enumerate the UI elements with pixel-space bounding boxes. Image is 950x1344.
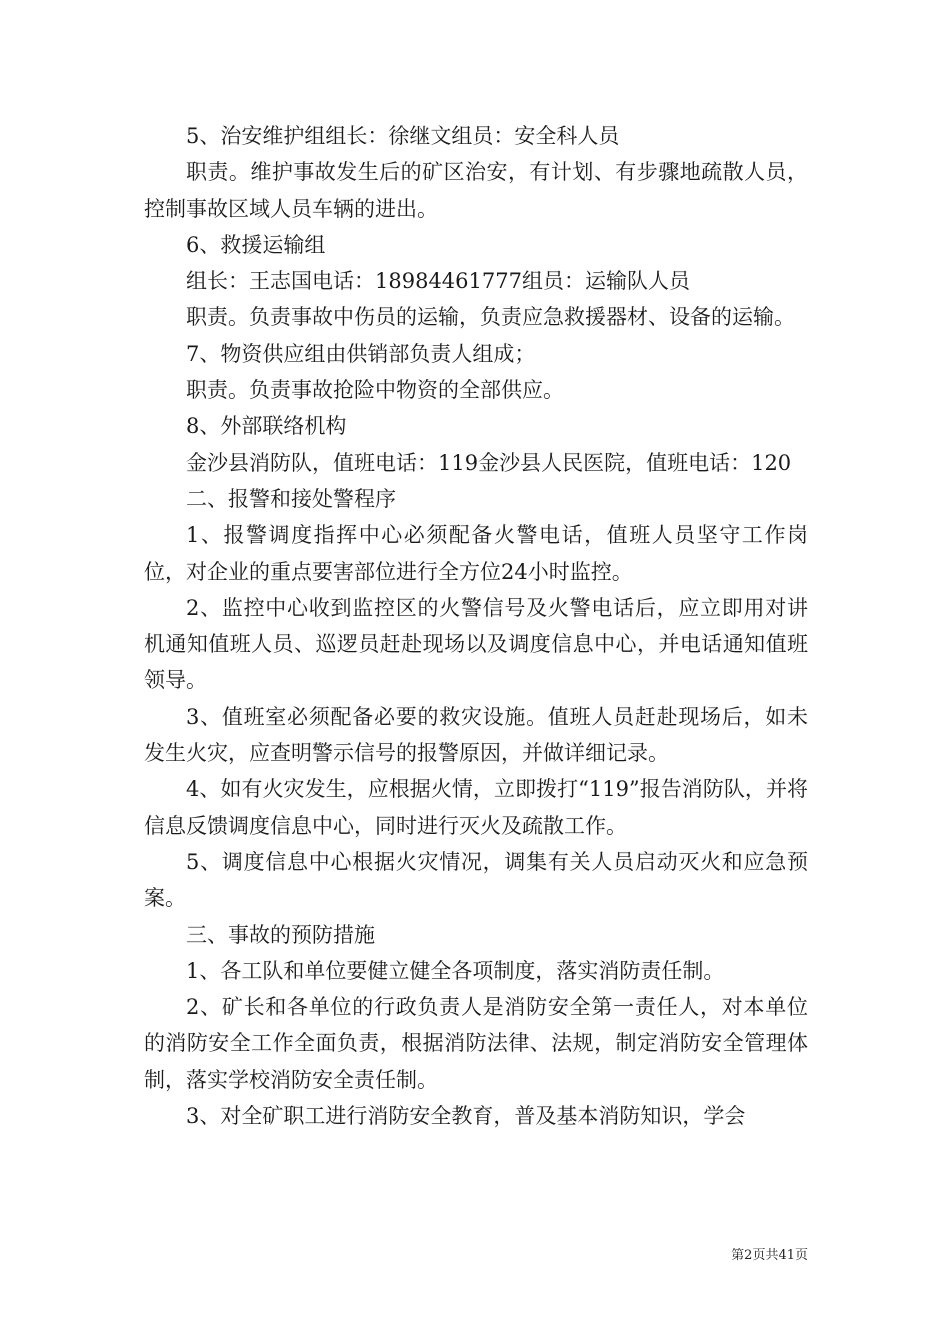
paragraph: 职责。维护事故发生后的矿区治安，有计划、有步骤地疏散人员，控制事故区域人员车辆的进出。 [144, 160, 808, 221]
section-heading: 三、事故的预防措施 [186, 922, 375, 947]
paragraph: 3、值班室必须配备必要的救灾设施。值班人员赶赴现场后，如未发生火灾，应查明警示信号的报警原因，并做详细记录。 [144, 704, 808, 766]
paragraph: 1、各工队和单位要健立健全各项制度，落实消防责任制。 [186, 958, 725, 983]
paragraph: 1、报警调度指挥中心必须配备火警电话，值班人员坚守工作岗位，对企业的重点要害部位进行全方位24小时监控。 [144, 523, 808, 584]
paragraph: 组长：王志国电话：18984461777组员：运输队人员 [186, 269, 690, 294]
paragraph: 4、如有火灾发生，应根据火情，立即拨打“119”报告消防队，并将信息反馈调度信息中心，同时进行灭火及疏散工作。 [144, 777, 808, 838]
paragraph: 2、监控中心收到监控区的火警信号及火警电话后，应立即用对讲机通知值班人员、巡逻员赶赴现场以及调度信息中心，并电话通知值班领导。 [144, 595, 808, 693]
paragraph: 职责。负责事故抢险中物资的全部供应。 [186, 378, 564, 403]
section-heading: 二、报警和接处警程序 [186, 486, 396, 511]
paragraph: 7、物资供应组由供销部负责人组成； [186, 341, 536, 366]
paragraph: 8、外部联络机构 [186, 414, 347, 439]
paragraph: 2、矿长和各单位的行政负责人是消防安全第一责任人，对本单位的消防安全工作全面负责，根据消防法律、法规，制定消防安全管理体制，落实学校消防安全责任制。 [144, 995, 808, 1092]
paragraph: 职责。负责事故中伤员的运输，负责应急救援器材、设备的运输。 [186, 305, 795, 330]
paragraph: 金沙县消防队，值班电话：119金沙县人民医院，值班电话：120 [186, 450, 792, 475]
paragraph: 5、调度信息中心根据火灾情况，调集有关人员启动灭火和应急预案。 [144, 849, 808, 911]
paragraph: 6、救援运输组 [186, 232, 326, 257]
document-body [144, 118, 808, 1134]
page-number: 第2页共41页 [731, 1248, 808, 1263]
paragraph: 3、对全矿职工进行消防安全教育，普及基本消防知识，学会 [186, 1104, 746, 1129]
paragraph: 5、治安维护组组长：徐继文组员：安全科人员 [186, 124, 620, 148]
